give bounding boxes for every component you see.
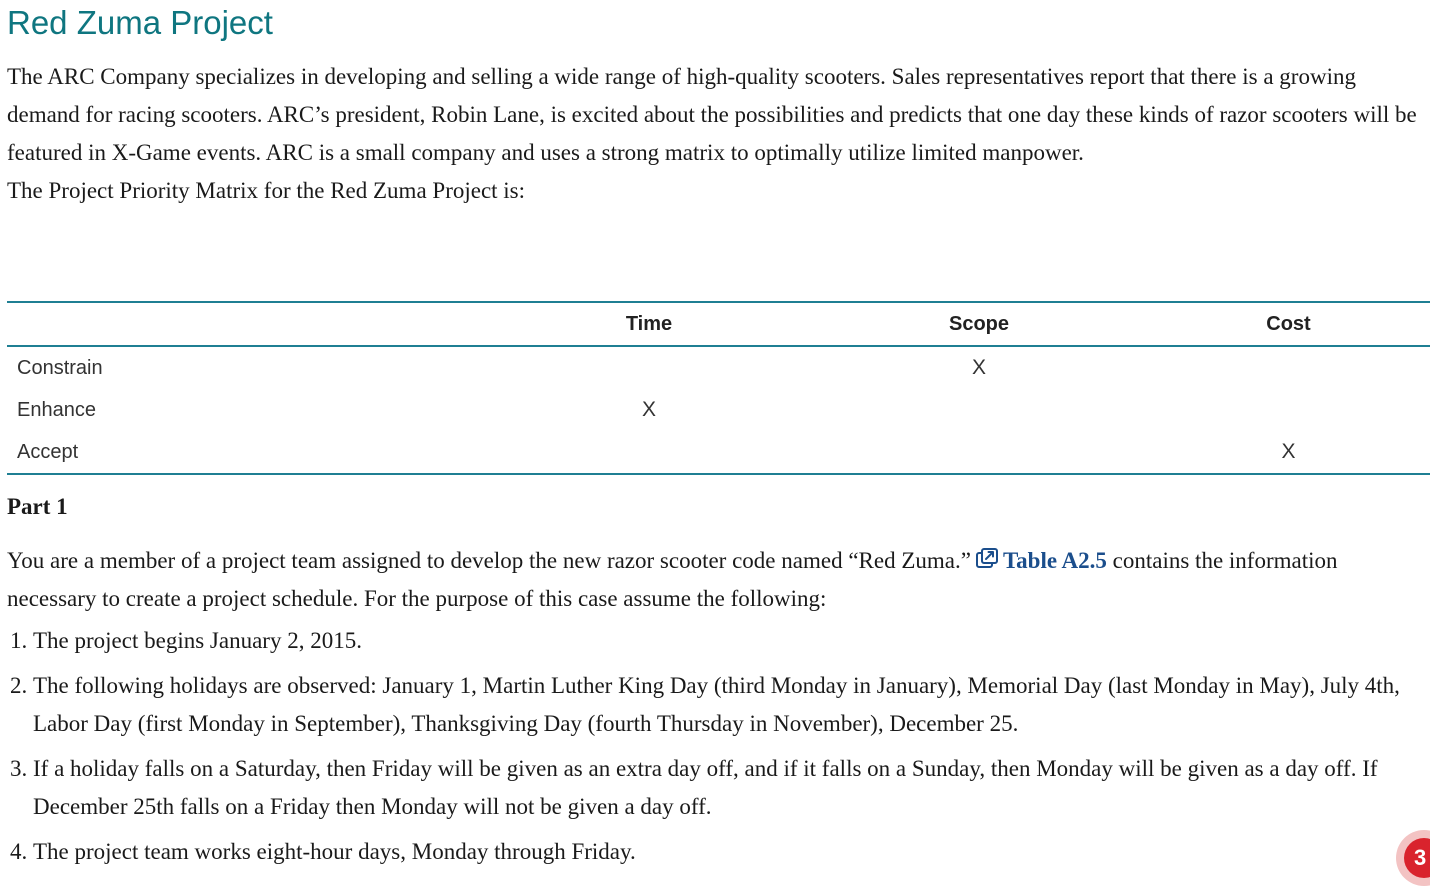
cell-accept-scope	[811, 431, 1147, 474]
part1-paragraph	[7, 542, 1430, 618]
cell-constrain-cost	[1147, 346, 1430, 389]
table-row	[7, 346, 1430, 389]
cell-enhance-time: X	[641, 398, 656, 421]
list-item: 2. The following holidays are observed: January 1, Martin Luther King Day (third Monday in January), Memorial Day (last Monday in May), July 4th, Labor Day (first Monday in September), Thanksgiving Day (fourth Thursday in November), December 25.	[33, 667, 1430, 743]
part1-text-after: contains the information necessary to create a project schedule. For the purpose of this case assume the following:	[7, 548, 1338, 611]
header-empty	[7, 302, 487, 346]
notification-count: 3	[1404, 838, 1430, 878]
header-time: Time	[625, 312, 673, 335]
row-label-enhance: Enhance	[17, 398, 96, 421]
cell-enhance-cost	[1147, 389, 1430, 431]
list-item: 1. The project begins January 2, 2015.	[33, 622, 1430, 660]
priority-matrix-table	[7, 301, 1430, 475]
table-header-row	[7, 302, 1430, 346]
table-a25-link[interactable]: Table A2.5	[1002, 548, 1107, 573]
page	[7, 0, 1430, 864]
list-item: 4. The project team works eight-hour days, Monday through Friday.	[33, 833, 1430, 871]
part1-heading: Part 1	[7, 494, 68, 519]
header-cost: Cost	[1266, 312, 1311, 335]
external-link-icon[interactable]	[975, 544, 999, 566]
cell-accept-cost: X	[1281, 440, 1296, 463]
intro-paragraph: The ARC Company specializes in developing and selling a wide range of high-quality scooters. Sales representatives report that there is a growing demand for racing scooters. ARC’s president, Robin Lane, is excited about the possibilities and predicts that one day these kinds of razor scooters will be featured in X-Game events. ARC is a small company and uses a strong matrix to optimally utilize limited manpower.	[7, 64, 1417, 165]
table-row	[7, 431, 1430, 474]
cell-constrain-time	[487, 346, 811, 389]
matrix-caption: The Project Priority Matrix for the Red Zuma Project is:	[7, 178, 526, 203]
part1-section	[7, 490, 1430, 878]
intro-section	[7, 58, 1430, 210]
cell-constrain-scope: X	[971, 356, 986, 379]
assumptions-list	[7, 622, 1430, 871]
page-title: Red Zuma Project	[7, 4, 273, 41]
row-label-accept: Accept	[17, 440, 79, 463]
cell-accept-time	[487, 431, 811, 474]
row-label-constrain: Constrain	[17, 356, 103, 379]
cell-enhance-scope	[811, 389, 1147, 431]
header-scope: Scope	[948, 312, 1010, 335]
list-item: 3. If a holiday falls on a Saturday, then Friday will be given as an extra day off, and if it falls on a Sunday, then Monday will be given as a day off. If December 25th falls on a Friday then Monday will not be given a day off.	[33, 750, 1430, 826]
table-row	[7, 389, 1430, 431]
part1-text-before: You are a member of a project team assigned to develop the new razor scooter code named “Red Zuma.”	[7, 548, 971, 573]
